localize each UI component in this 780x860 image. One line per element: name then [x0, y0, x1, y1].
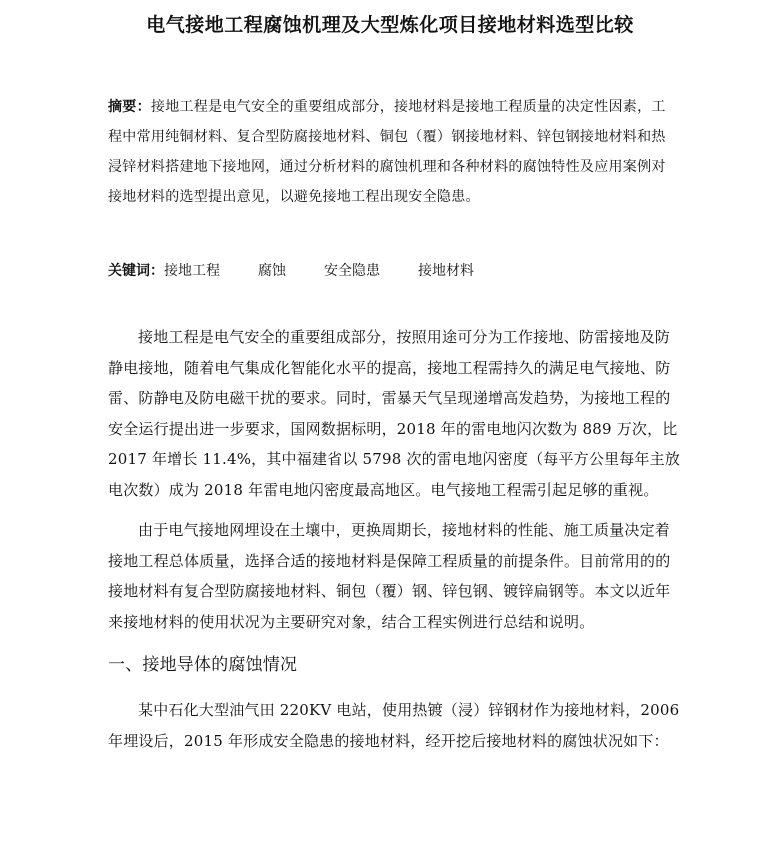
keyword-item: 接地材料 — [418, 263, 474, 279]
abstract-text: 接地工程是电气安全的重要组成部分，接地材料是接地工程质量的决定性因素，工程中常用纯铜材料、复合型防腐接地材料、铜包（覆）钢接地材料、锌包钢接地材料和热浸锌材料搭建地下接地网，通过分析材料的腐蚀机理和各种材料的腐蚀特性及应用案例对接地材料的选型提出意见，以避免接地工程出现安全隐患。 — [108, 99, 666, 205]
keyword-item: 接地工程 — [164, 263, 220, 279]
paper-title: 电气接地工程腐蚀机理及大型炼化项目接地材料选型比较 — [146, 14, 634, 36]
keyword-item: 腐蚀 — [258, 263, 286, 279]
body-paragraph: 由于电气接地网埋设在土壤中，更换周期长，接地材料的性能、施工质量决定着接地工程总体质量，选择合适的接地材料是保障工程质量的前提条件。目前常用的的接地材料有复合型防腐接地材料、铜包（覆）钢、锌包钢、镀锌扁钢等。本文以近年来接地材料的使用状况为主要研究对象，结合工程实例进行总结和说明。 — [108, 521, 671, 631]
body-text — [108, 322, 682, 766]
abstract-label: 摘要： — [108, 99, 151, 115]
keywords-block — [108, 258, 668, 284]
keyword-item: 安全隐患 — [324, 263, 380, 279]
section-heading: 一、接地导体的腐蚀情况 — [108, 655, 298, 675]
abstract-block — [108, 92, 668, 212]
body-paragraph: 某中石化大型油气田 220KV 电站，使用热镀（浸）锌钢材作为接地材料，2006 年埋设后，2015 年形成安全隐患的接地材料，经开挖后接地材料的腐蚀状况如下： — [108, 701, 680, 750]
body-paragraph: 接地工程是电气安全的重要组成部分，按照用途可分为工作接地、防雷接地及防静电接地，随着电气集成化智能化水平的提高，接地工程需持久的满足电气接地、防雷、防静电及防电磁干扰的要求。同时，雷暴天气呈现递增高发趋势，为接地工程的安全运行提出进一步要求，国网数据标明，2018 年的雷电地闪次数为 889 万次，比 2017 年增长 11.4%，其中福建省以 5798 次的雷电地闪密度（每平方公里每年主放电次数）成为 2018 年雷电地闪密度最高地区。电气接地工程需引起足够的重视。 — [108, 328, 681, 499]
keywords-label: 关键词： — [108, 263, 164, 279]
